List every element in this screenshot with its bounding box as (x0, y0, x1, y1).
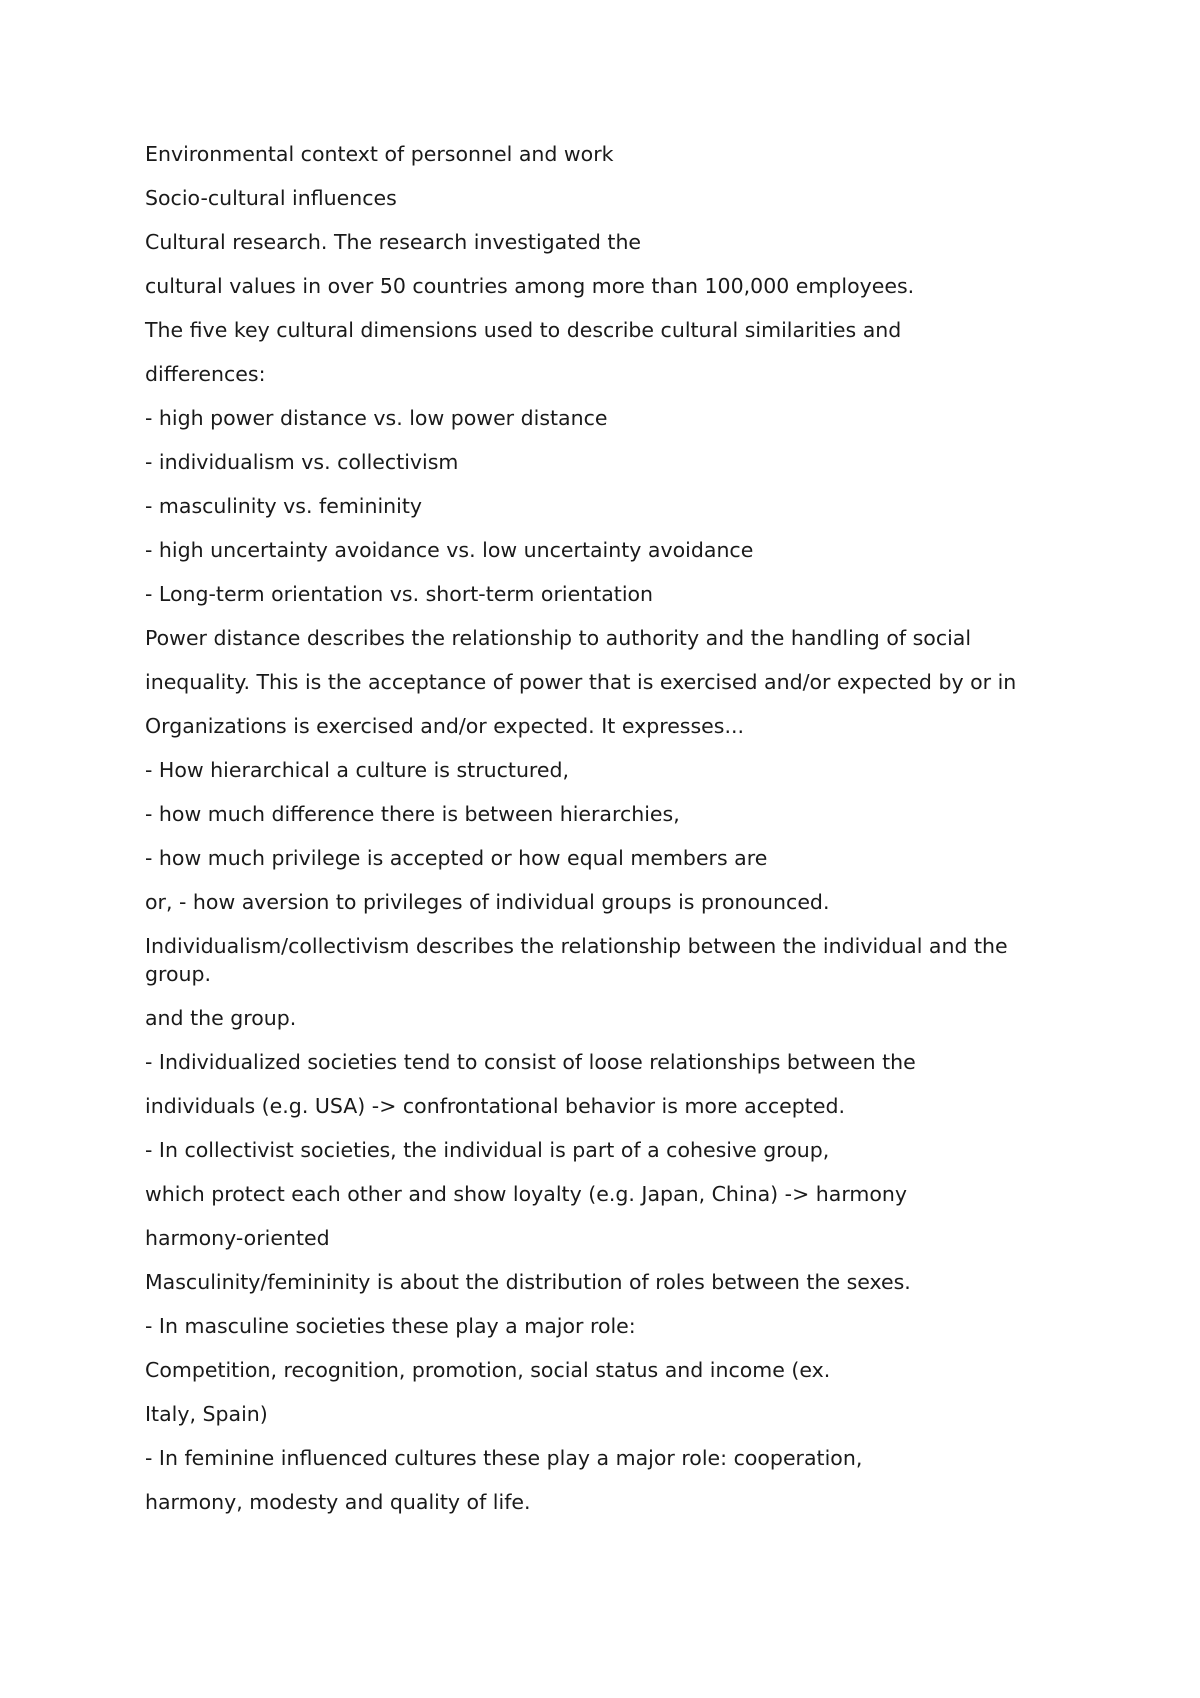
paragraph-line: Power distance describes the relationship to authority and the handling of social (145, 626, 972, 650)
paragraph-line: which protect each other and show loyalty (e.g. Japan, China) -> harmony (145, 1182, 908, 1206)
paragraph-line: inequality. This is the acceptance of power that is exercised and/or expected by or in (145, 670, 1017, 694)
paragraph-line: Organizations is exercised and/or expected. It expresses... (145, 714, 745, 738)
paragraph-line: The five key cultural dimensions used to describe cultural similarities and (145, 318, 902, 342)
document-heading: Environmental context of personnel and work (145, 142, 614, 166)
list-item: - individualism vs. collectivism (145, 450, 459, 474)
list-item: - high power distance vs. low power distance (145, 406, 608, 430)
paragraph-line: and the group. (145, 1006, 297, 1030)
document-body (145, 140, 1060, 1532)
paragraph-line: differences: (145, 362, 266, 386)
paragraph-line: or, - how aversion to privileges of individual groups is pronounced. (145, 890, 830, 914)
list-item: - In masculine societies these play a major role: (145, 1314, 636, 1338)
paragraph-line: individuals (e.g. USA) -> confrontational behavior is more accepted. (145, 1094, 845, 1118)
paragraph-line: harmony, modesty and quality of life. (145, 1490, 531, 1514)
paragraph-line: cultural values in over 50 countries among more than 100,000 employees. (145, 274, 915, 298)
list-item: - masculinity vs. femininity (145, 494, 423, 518)
list-item: - Long-term orientation vs. short-term orientation (145, 582, 654, 606)
list-item: - Individualized societies tend to consist of loose relationships between the (145, 1050, 916, 1074)
list-item: - high uncertainty avoidance vs. low uncertainty avoidance (145, 538, 754, 562)
document-subheading: Socio-cultural influences (145, 186, 397, 210)
paragraph-line: Masculinity/femininity is about the distribution of roles between the sexes. (145, 1270, 911, 1294)
list-item: - how much difference there is between hierarchies, (145, 802, 680, 826)
list-item: - how much privilege is accepted or how equal members are (145, 846, 768, 870)
paragraph-line: Individualism/collectivism describes the relationship between the individual and the group. (145, 934, 1008, 986)
paragraph-line: Italy, Spain) (145, 1402, 268, 1426)
list-item: - How hierarchical a culture is structured, (145, 758, 570, 782)
paragraph-line: Competition, recognition, promotion, social status and income (ex. (145, 1358, 831, 1382)
paragraph-line: harmony-oriented (145, 1226, 330, 1250)
list-item: - In feminine influenced cultures these play a major role: cooperation, (145, 1446, 863, 1470)
list-item: - In collectivist societies, the individual is part of a cohesive group, (145, 1138, 830, 1162)
paragraph-line: Cultural research. The research investigated the (145, 230, 642, 254)
